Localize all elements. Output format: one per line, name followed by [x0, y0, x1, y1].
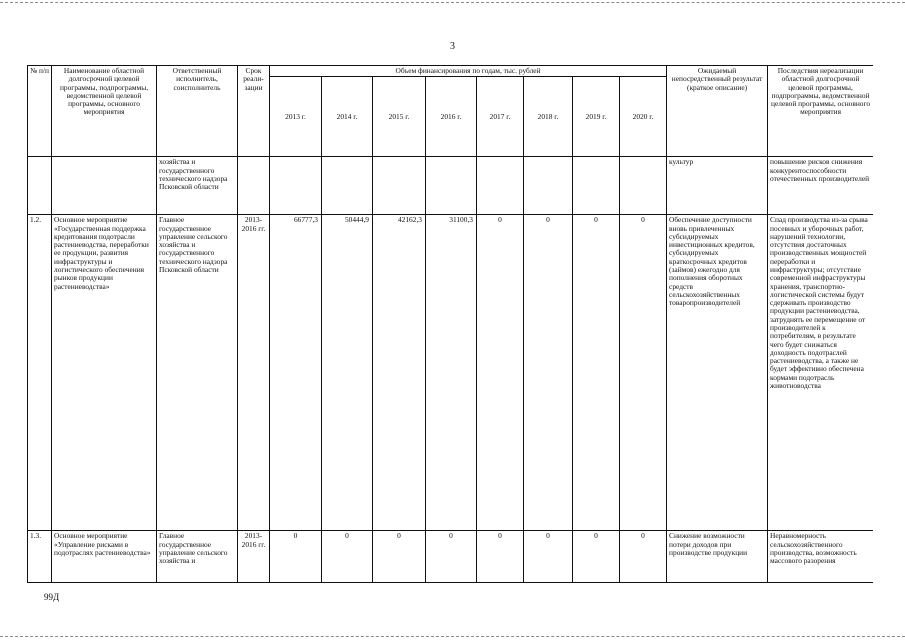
- cell-executor: Главное государственное управление сельского хозяйства и государственного технического надзора Псковской области: [157, 215, 238, 531]
- cell-executor: Главное государственное управление сельского хозяйства и: [157, 531, 238, 583]
- cell-value: [426, 157, 477, 215]
- header-year: 2020 г.: [620, 77, 667, 157]
- cell-value: [573, 157, 620, 215]
- cell-value-2017: 0: [477, 215, 524, 531]
- cell-value-2020: 0: [620, 531, 667, 583]
- cell-value: [270, 157, 322, 215]
- cell-value-2019: 0: [573, 531, 620, 583]
- cell-executor: хозяйства и государственного технического надзора Псковской области: [157, 157, 238, 215]
- header-year: 2017 г.: [477, 77, 524, 157]
- cell-value-2018: 0: [524, 531, 573, 583]
- cell-value: [524, 157, 573, 215]
- table-row: [28, 215, 874, 531]
- header-term: Срок реали-зации: [238, 66, 270, 157]
- header-num: № п/п: [28, 66, 52, 157]
- header-year: 2016 г.: [426, 77, 477, 157]
- cell-name: [52, 157, 157, 215]
- scan-edge-bottom: [0, 636, 905, 637]
- cell-name: Основное мероприятие «Управление рисками в подотраслях растениеводства»: [52, 531, 157, 583]
- cell-value-2018: 0: [524, 215, 573, 531]
- cell-value-2014: 50444,9: [322, 215, 373, 531]
- header-year: 2019 г.: [573, 77, 620, 157]
- cell-num: [28, 157, 52, 215]
- page-number: 3: [450, 41, 455, 52]
- header-consequences: Последствия нереализации областной долгосрочной целевой программы, подпрограммы, ведомственной целевой программы, основного мероприятия: [768, 66, 873, 157]
- cell-value-2015: 42162,3: [373, 215, 426, 531]
- header-name: Наименование областной долгосрочной целевой программы, подпрограммы, ведомственной целевой программы, основного мероприятия: [52, 66, 157, 157]
- cell-value: [620, 157, 667, 215]
- cell-value: [477, 157, 524, 215]
- cell-value: [322, 157, 373, 215]
- header-year: 2013 г.: [270, 77, 322, 157]
- header-year: 2014 г.: [322, 77, 373, 157]
- cell-value-2019: 0: [573, 215, 620, 531]
- cell-term: 2013-2016 гг.: [238, 215, 270, 531]
- cell-value: [373, 157, 426, 215]
- cell-value-2020: 0: [620, 215, 667, 531]
- cell-result: Обеспечение доступности вновь привлеченных субсидируемых инвестиционных кредитов, субсидируемых краткосрочных кредитов (займов) ежегодно для пополнения оборотных средств сельскохозяйственных товаропроизводителей: [667, 215, 768, 531]
- cell-result: культур: [667, 157, 768, 215]
- cell-num: 1.2.: [28, 215, 52, 531]
- cell-value-2016: 31100,3: [426, 215, 477, 531]
- cell-num: 1.3.: [28, 531, 52, 583]
- cell-consequences: повышение рисков снижения конкурентоспособности отечественных производителей: [768, 157, 873, 215]
- cell-consequences: Спад производства из-за срыва посевных и уборочных работ, нарушений технологии, отсутствия достаточных производственных мощностей переработки и инфраструктуры; отсутствие современной инфраструктуры хранения, транспортно-логистической системы будут сдерживать производство продукции растениеводства, затруднять ее перемещение от производителей к потребителям, в результате чего будет снижаться доходность подотраслей растениеводства, а также не будет эффективно обеспечена кормами подотрасль животноводства: [768, 215, 873, 531]
- header-year: 2018 г.: [524, 77, 573, 157]
- cell-consequences: Неравномерность сельскохозяйственного производства, возможность массового разорения: [768, 531, 873, 583]
- cell-name: Основное мероприятие «Государственная поддержка кредитования подотрасли растениеводства, переработки ее продукции, развития инфраструктуры и логистического обеспечения рынков продукции растениеводства»: [52, 215, 157, 531]
- cell-term: 2013-2016 гг.: [238, 531, 270, 583]
- cell-result: Снижение возможности потери доходов при производстве продукции: [667, 531, 768, 583]
- scan-edge-top: [0, 2, 905, 3]
- cell-value-2014: 0: [322, 531, 373, 583]
- financing-table: [27, 65, 873, 583]
- cell-value-2013: 0: [270, 531, 322, 583]
- cell-value-2017: 0: [477, 531, 524, 583]
- financing-table-wrapper: [27, 65, 873, 584]
- table-row: [28, 531, 874, 583]
- header-result: Ожидаемый непосредственный результат (краткое описание): [667, 66, 768, 157]
- cell-value-2016: 0: [426, 531, 477, 583]
- header-financing: Объем финансирования по годам, тыс. рублей: [270, 66, 667, 77]
- cell-value-2015: 0: [373, 531, 426, 583]
- header-executor: Ответственный исполнитель, соисполнитель: [157, 66, 238, 157]
- cell-value-2013: 66777,3: [270, 215, 322, 531]
- cell-term: [238, 157, 270, 215]
- footer-code: 99Д: [44, 592, 60, 602]
- header-year: 2015 г.: [373, 77, 426, 157]
- table-row-continuation: [28, 157, 874, 215]
